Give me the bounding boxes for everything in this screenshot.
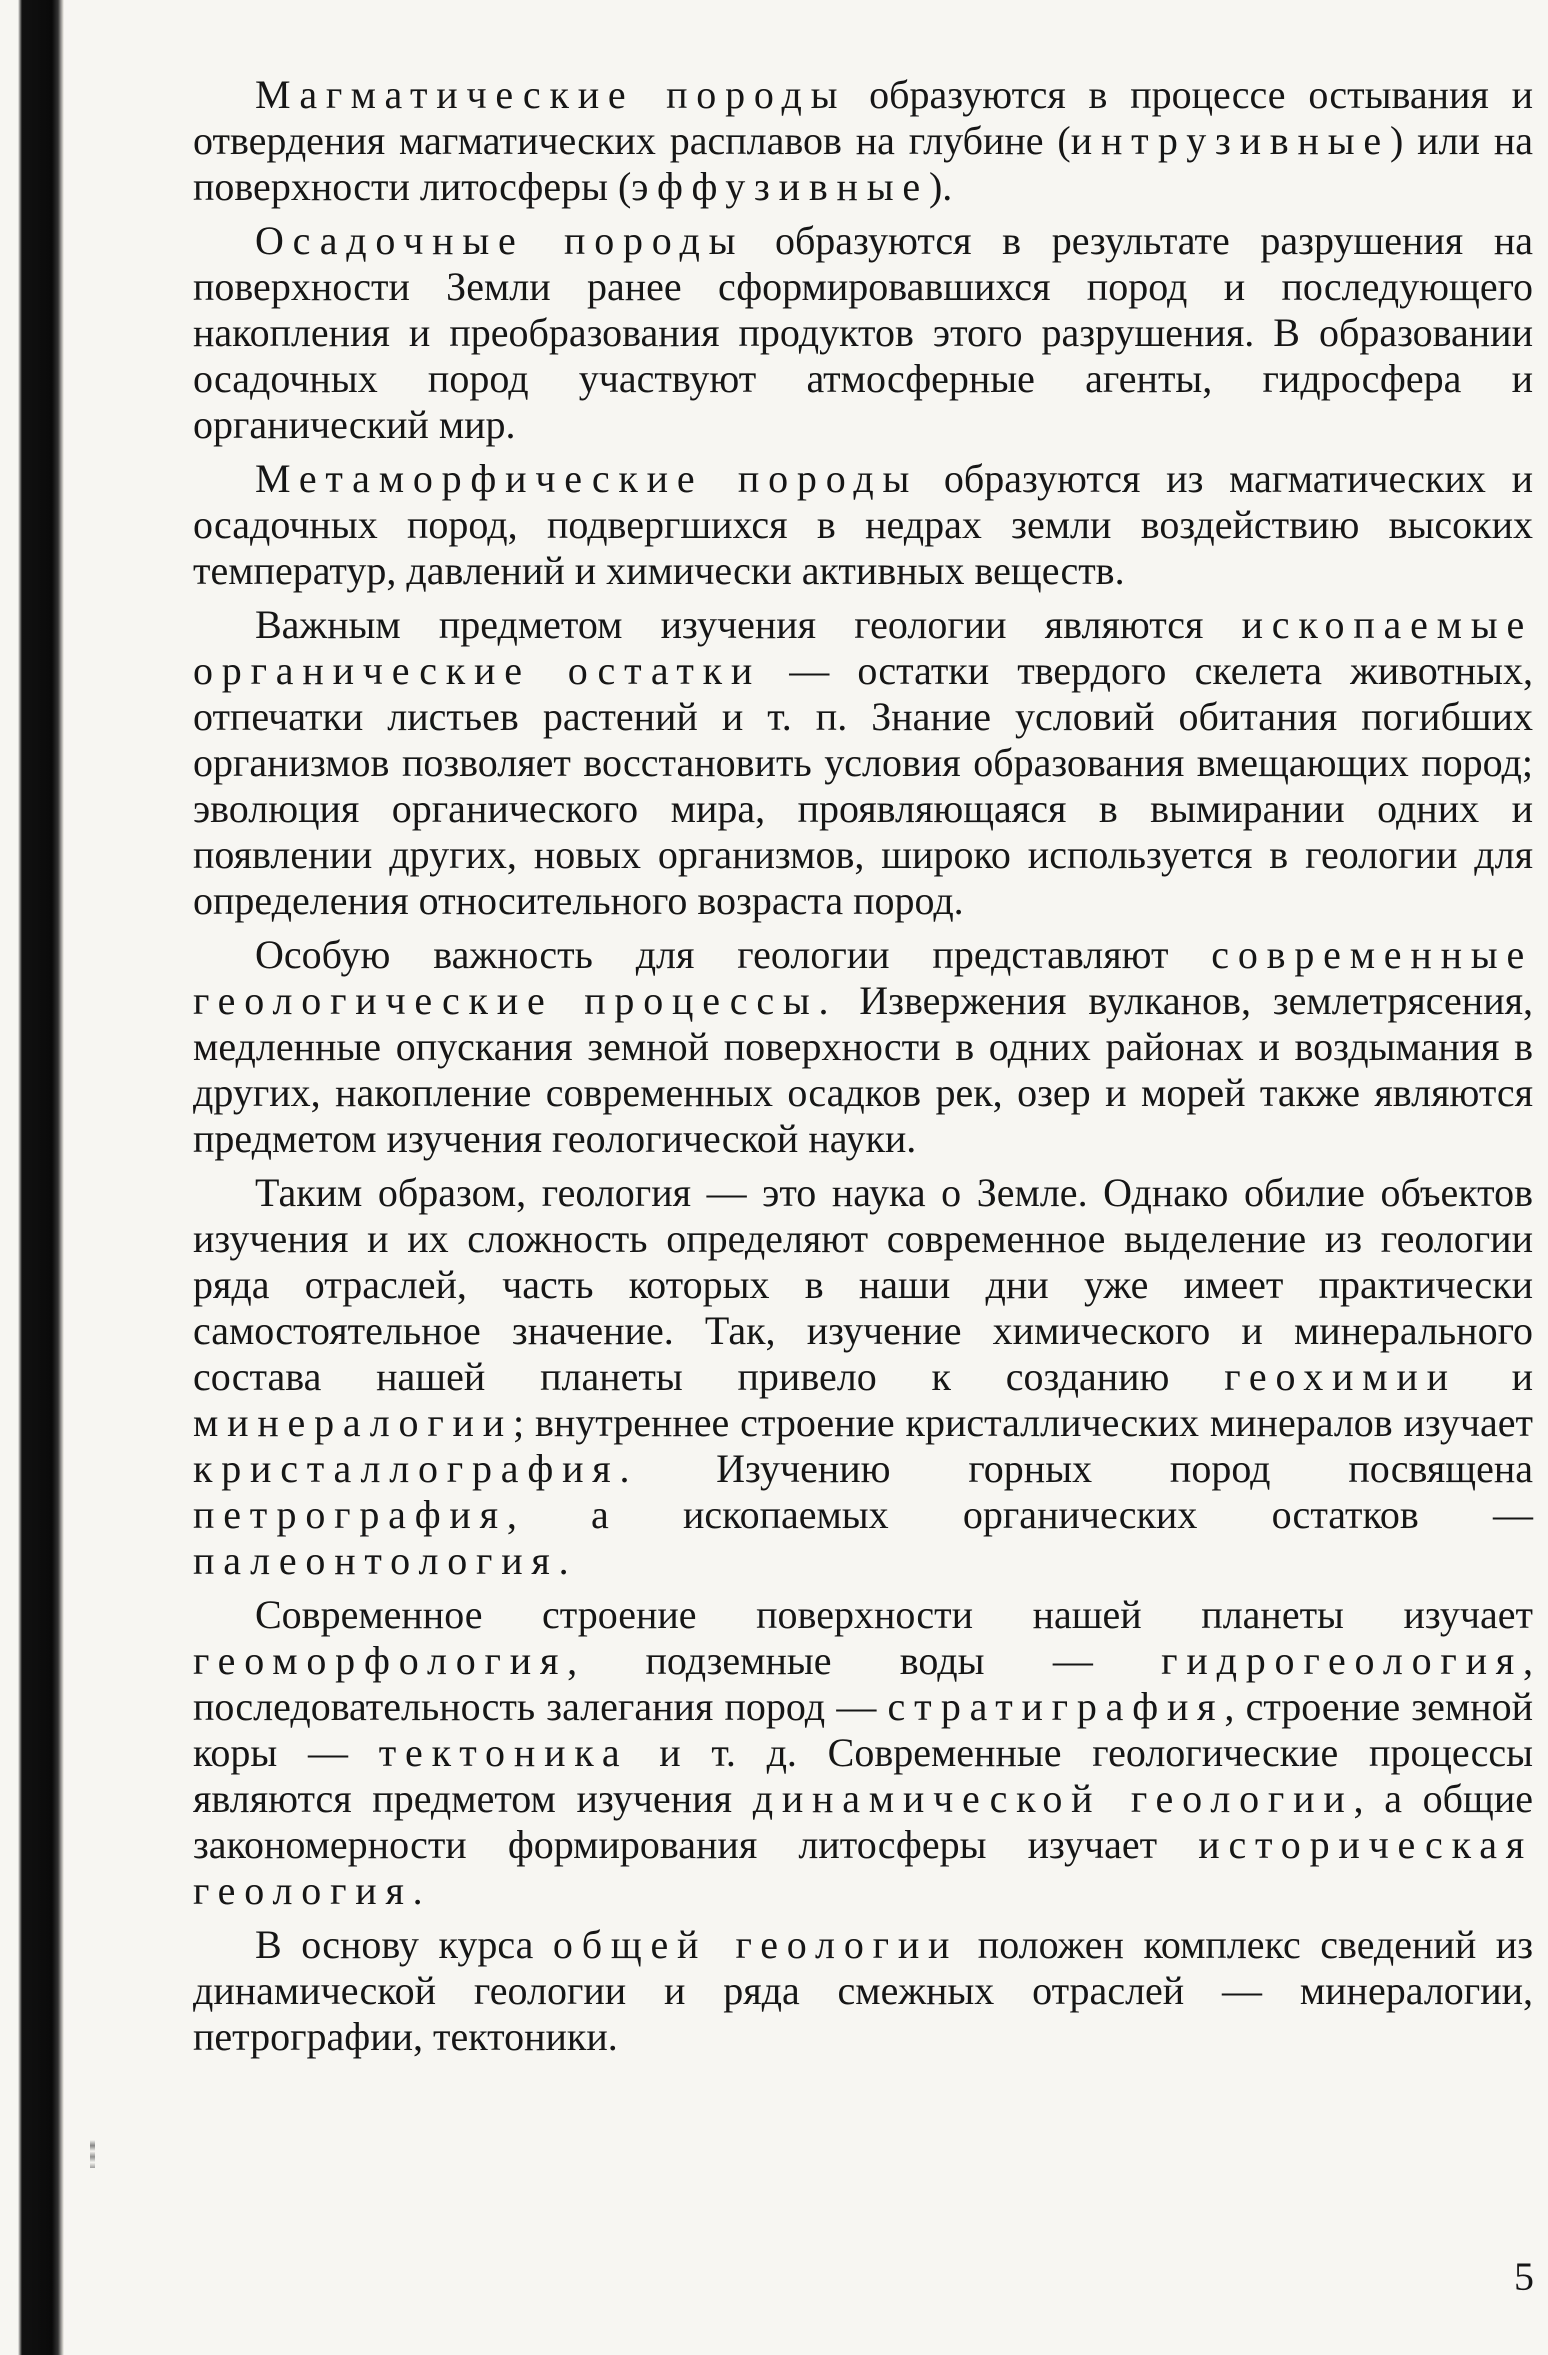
text-run: — остатки твердого скелета животных, отпечатки листьев растений и т. п. Знание условий обитания погибших организмов позволяет восстановить условия образования вмещающих пород; эволюция органического мира, проявляющаяся в вымирании одних и появлении других, новых организмов, широко используется в геологии для определения относительного возраста пород. xyxy=(193,648,1533,923)
text-run: ) или на поверхности литосферы ( xyxy=(193,118,1533,209)
spaced-term: минералогии xyxy=(193,1400,513,1445)
text-run: В основу курса xyxy=(255,1922,553,1967)
text-run: , а ископаемых органических остатков — xyxy=(506,1492,1533,1537)
spaced-term: гидрогеология xyxy=(1161,1638,1523,1683)
text-run: образуются из магматических и осадочных пород, подвергшихся в недрах земли воздействию высоких температур, давлений и химически активных веществ. xyxy=(193,456,1533,593)
spaced-term: динамической геологии xyxy=(752,1776,1354,1821)
text-run: и т. д. Современные геологические процессы являются предметом изучения xyxy=(193,1730,1533,1821)
scan-speck xyxy=(90,2140,95,2168)
text-run: образуются в результате разрушения на поверхности Земли ранее сформировавшихся пород и последующего накопления и преобразования продуктов этого разрушения. В образовании осадочных пород участвуют атмосферные агенты, гидросфера и органический мир. xyxy=(193,218,1533,447)
paragraph xyxy=(193,1922,1533,2060)
text-run: Важным предметом изучения геологии являются xyxy=(255,602,1242,647)
paragraph xyxy=(193,602,1533,924)
text-run: , строение земной коры — xyxy=(193,1684,1533,1775)
spaced-term: общей геологии xyxy=(552,1922,959,1967)
spaced-term: Метаморфические породы xyxy=(255,456,919,501)
page-number: 5 xyxy=(1514,2254,1534,2299)
paragraph xyxy=(193,72,1533,210)
spaced-term: ископаемые органические остатки xyxy=(193,602,1533,693)
text-run: Таким образом, геология — это наука о Земле. Однако обилие объектов изучения и их сложность определяют современное выделение из геологии ряда отраслей, часть которых в наши дни уже имеет практически самостоятельное значение. Так, изучение химического и минерального состава нашей планеты привело к созданию xyxy=(193,1170,1533,1399)
page-binding-shadow xyxy=(0,0,64,2355)
text-run: Современное строение поверхности нашей планеты изучает xyxy=(255,1592,1533,1637)
paragraph xyxy=(193,1170,1533,1584)
text-run: Извержения вулканов, землетрясения, медленные опускания земной поверхности в одних районах и воздымания в других, накопление современных осадков рек, озер и морей также являются предметом изучения геологической науки. xyxy=(193,978,1533,1161)
paragraph xyxy=(193,1592,1533,1914)
spaced-term: историческая геология. xyxy=(193,1822,1533,1913)
spaced-term: геохимии xyxy=(1224,1354,1457,1399)
text-run: и xyxy=(1456,1354,1534,1399)
spaced-term: Осадочные породы xyxy=(255,218,745,263)
text-run: , последовательность залегания пород — xyxy=(193,1638,1533,1729)
text-run: , подземные воды — xyxy=(567,1638,1162,1683)
spaced-term: эффузивные xyxy=(631,164,929,209)
text-run: ; внутреннее строение кристаллических минералов изучает xyxy=(512,1400,1533,1445)
spaced-term: геоморфология xyxy=(193,1638,568,1683)
text-run: Особую важность для геологии представляют xyxy=(255,932,1212,977)
page-body-text xyxy=(193,72,1533,2068)
spaced-term: современные геологические процессы. xyxy=(193,932,1533,1023)
spaced-term: кристаллография. xyxy=(193,1446,639,1491)
spaced-term: Магматические породы xyxy=(255,72,847,117)
spaced-term: стратиграфия xyxy=(887,1684,1225,1729)
text-run: , а общие закономерности формирования литосферы изучает xyxy=(193,1776,1533,1867)
spaced-term: интрузивные xyxy=(1070,118,1390,163)
paragraph xyxy=(193,218,1533,448)
text-run: Изучению горных пород посвящена xyxy=(638,1446,1533,1491)
spaced-term: петрография xyxy=(193,1492,507,1537)
paragraph xyxy=(193,932,1533,1162)
text-run: образуются в процессе остывания и отвердения магматических расплавов на глубине ( xyxy=(193,72,1533,163)
paragraph xyxy=(193,456,1533,594)
text-run: положен комплекс сведений из динамической геологии и ряда смежных отраслей — минералогии, петрографии, тектоники. xyxy=(193,1922,1534,2059)
spaced-term: тектоника xyxy=(378,1730,629,1775)
text-run: ). xyxy=(928,164,953,209)
spaced-term: палеонтология. xyxy=(193,1538,578,1583)
